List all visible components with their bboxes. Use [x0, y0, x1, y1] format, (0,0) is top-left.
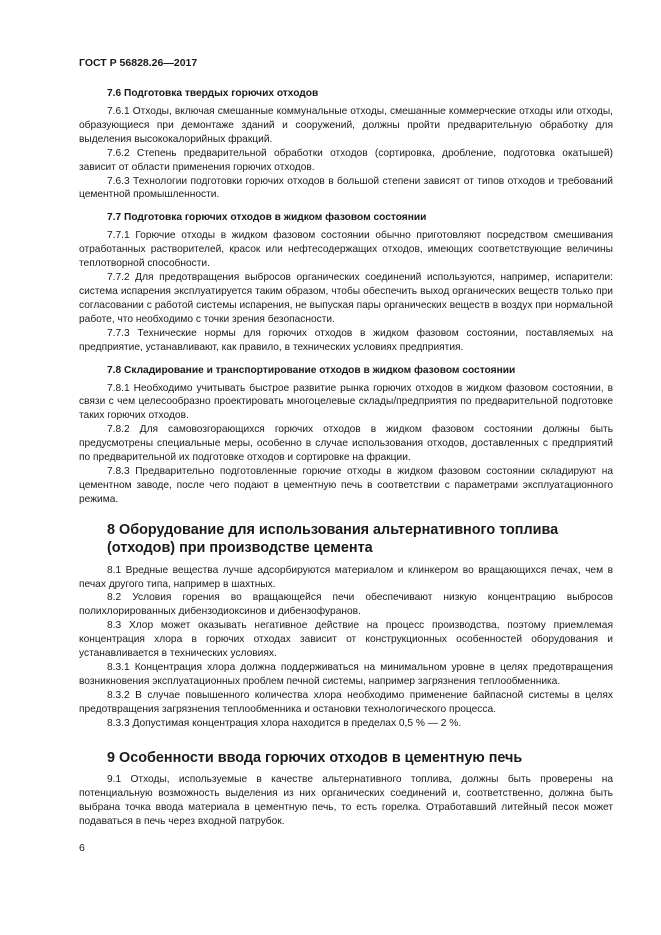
document-header: ГОСТ Р 56828.26—2017 [79, 57, 198, 69]
paragraph: 8.3.2 В случае повышенного количества хлора необходимо применение байпасной системы в целях предотвращения загрязнения теплообменника и остановки технологического процесса. [79, 689, 613, 715]
subsection-heading: 7.8 Складирование и транспортирование отходов в жидком фазовом состоянии [107, 364, 516, 376]
section-7-8 [79, 363, 613, 507]
paragraph: 7.7.1 Горючие отходы в жидком фазовом состоянии обычно приготовляют посредством смешивания отработанных растворителей, красок или нефтесодержащих отходов, имеющих соответствующие величины теплотворной способности. [79, 230, 613, 270]
section-8 [79, 521, 613, 731]
paragraph: 9.1 Отходы, используемые в качестве альтернативного топлива, должны быть проверены на потенциальную возможность выделения из них органических соединений и, соответственно, должна быть выбрана точка ввода материала в цементную печь, то есть горелка. Отработавший литейный песок может подаваться в печь через входной патрубок. [79, 774, 613, 827]
section-7-6 [79, 86, 613, 202]
paragraph: 7.6.3 Технологии подготовки горючих отходов в большой степени зависят от типов отходов и требований цементной промышленности. [79, 175, 613, 201]
paragraph: 8.1 Вредные вещества лучше адсорбируются материалом и клинкером во вращающихся печах, чем в печах другого типа, например в шахтных. [79, 564, 613, 590]
paragraph: 7.6.1 Отходы, включая смешанные коммунальные отходы, смешанные коммерческие отходы или отходы, образующиеся при демонтаже зданий и сооружений, должны пройти предварительную обработку для выделения высококалорийных фракций. [79, 106, 613, 145]
paragraph: 7.7.2 Для предотвращения выбросов органических соединений используются, например, испарители: система испарения эксплуатируется таким образом, чтобы обеспечить выход органических веществ только при согласовании с работой системы испарения, не выпуская пары органических веществ в воздух при нормальной работе, что необходимо с точки зрения безопасности. [79, 272, 613, 325]
section-7-7 [79, 210, 613, 354]
section-heading: 9 Особенности ввода горючих отходов в цементную печь [107, 749, 523, 766]
paragraph: 7.8.3 Предварительно подготовленные горючие отходы в жидком фазовом состоянии складируют на цементном заводе, после чего подают в цементную печь в соответствии с параметрами эксплуатационного режима. [79, 465, 613, 505]
paragraph: 7.6.2 Степень предварительной обработки отходов (сортировка, дробление, подготовка окатышей) зависит от области применения горючих отходов. [79, 147, 613, 173]
paragraph: 8.3 Хлор может оказывать негативное действие на процесс производства, поэтому приемлемая концентрация хлора в горючих отходах зависит от конструкционных особенностей оборудования и устанавливается в технических условиях. [79, 620, 613, 660]
paragraph: 8.3.1 Концентрация хлора должна поддерживаться на минимальном уровне в целях предотвращения возникновения эксплуатационных проблем печной системы, например загрязнения теплообменника. [79, 662, 613, 687]
document-body [79, 86, 613, 829]
paragraph: 8.2 Условия горения во вращающейся печи обеспечивают низкую концентрацию выбросов полихлорированных дибензодиоксинов и дибензофуранов. [79, 592, 613, 618]
subsection-heading: 7.6 Подготовка твердых горючих отходов [107, 88, 319, 99]
paragraph: 7.7.3 Технические нормы для горючих отходов в жидком фазовом состоянии, поставляемых на предприятие, устанавливают, как правило, в технических условиях предприятия. [79, 327, 613, 353]
paragraph: 7.8.1 Необходимо учитывать быстрое развитие рынка горючих отходов в жидком фазовом состоянии, в связи с чем целесообразно проектировать многоцелевые склады/предприятия по предварительной подготовке таких горючих отходов. [79, 382, 613, 422]
page-number: 6 [79, 842, 85, 854]
section-9 [79, 749, 613, 829]
paragraph: 8.3.3 Допустимая концентрация хлора находится в пределах 0,5 % — 2 %. [107, 717, 462, 729]
section-heading: 8 Оборудование для использования альтернативного топлива (отходов) при производстве цемента [107, 521, 559, 557]
paragraph: 7.8.2 Для самовозгорающихся горючих отходов в жидком фазовом состоянии должны быть предусмотрены специальные меры, особенно в случае использования отходов, доставленных с предприятий по предварительной их подготовке отходов и сортировке на фракции. [79, 424, 613, 464]
subsection-heading: 7.7 Подготовка горючих отходов в жидком фазовом состоянии [107, 212, 427, 224]
